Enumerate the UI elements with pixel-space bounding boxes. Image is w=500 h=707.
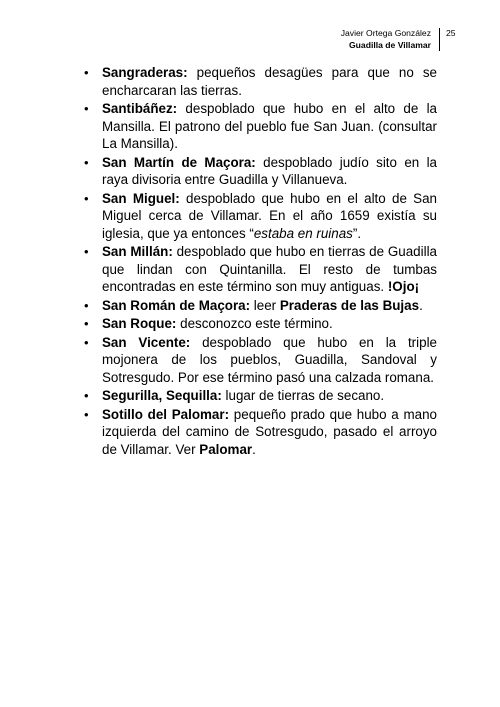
entry-text-after: ”. <box>352 225 362 241</box>
entry-text-end: . <box>252 441 256 457</box>
list-item <box>78 387 437 405</box>
entry-text: despoblado que hubo en el alto de San Miguel cerca de Villamar. En el año 1659 existía su iglesia, que ya entonces “ <box>102 190 438 241</box>
entry-text-end: . <box>419 297 423 313</box>
entry-term: Segurilla, Sequilla: <box>102 388 222 403</box>
running-header <box>341 28 440 51</box>
entry-term: San Roque: <box>102 316 177 331</box>
glossary-content <box>78 64 437 459</box>
list-item <box>78 243 437 296</box>
list-item <box>78 190 437 243</box>
list-item <box>78 154 437 189</box>
header-author: Javier Ortega González <box>340 28 431 38</box>
entry-term: San Román de Maçora: <box>102 297 251 313</box>
entry-emphasis: !Ojo¡ <box>387 279 420 294</box>
entry-quote: estaba en ruinas <box>253 225 353 241</box>
entry-text: despoblado judío sito en la raya divisoria entre Guadilla y Villanueva. <box>102 154 437 187</box>
entry-text: desconozco este término. <box>176 316 333 331</box>
entry-term: San Miguel: <box>102 190 180 206</box>
entry-term: Santibáñez: <box>102 101 178 116</box>
entry-term: San Vicente: <box>102 334 191 350</box>
entry-text: leer <box>250 297 280 313</box>
entry-cross-reference: Palomar <box>199 441 253 457</box>
list-item <box>78 100 437 153</box>
entry-text: lugar de tierras de secano. <box>221 388 385 403</box>
header-book-title: Guadilla de Villamar <box>349 39 431 50</box>
list-item <box>78 406 437 459</box>
entry-term: San Martín de Maçora: <box>102 154 256 170</box>
entry-text: pequeños desagües para que no se encharcaran las tierras. <box>102 65 437 98</box>
list-item <box>78 315 437 333</box>
entry-text: despoblado que hubo en tierras de Guadilla que lindan con Quintanilla. El resto de tumbas encontradas en este término son muy antiguas. <box>102 244 437 294</box>
list-item <box>78 64 437 99</box>
entry-cross-reference: Praderas de las Bujas <box>279 297 420 313</box>
entry-term: Sangraderas: <box>102 65 188 80</box>
entry-text: despoblado que hubo en el alto de la Mansilla. El patrono del pueblo fue San Juan. (consultar La Mansilla). <box>102 101 437 151</box>
entry-term: Sotillo del Palomar: <box>102 406 230 422</box>
page-number: 25 <box>446 28 456 38</box>
entry-term: San Millán: <box>102 244 173 259</box>
entry-text: despoblado que hubo en la triple mojonera de los pueblos, Guadilla, Sandoval y Sotresgudo. Por ese término pasó una calzada romana. <box>102 334 437 385</box>
list-item <box>78 297 437 315</box>
glossary-list <box>78 64 437 458</box>
list-item <box>78 334 437 387</box>
entry-text: pequeño prado que hubo a mano izquierda del camino de Sotresgudo, pasado el arroyo de Villamar. Ver <box>102 406 437 457</box>
